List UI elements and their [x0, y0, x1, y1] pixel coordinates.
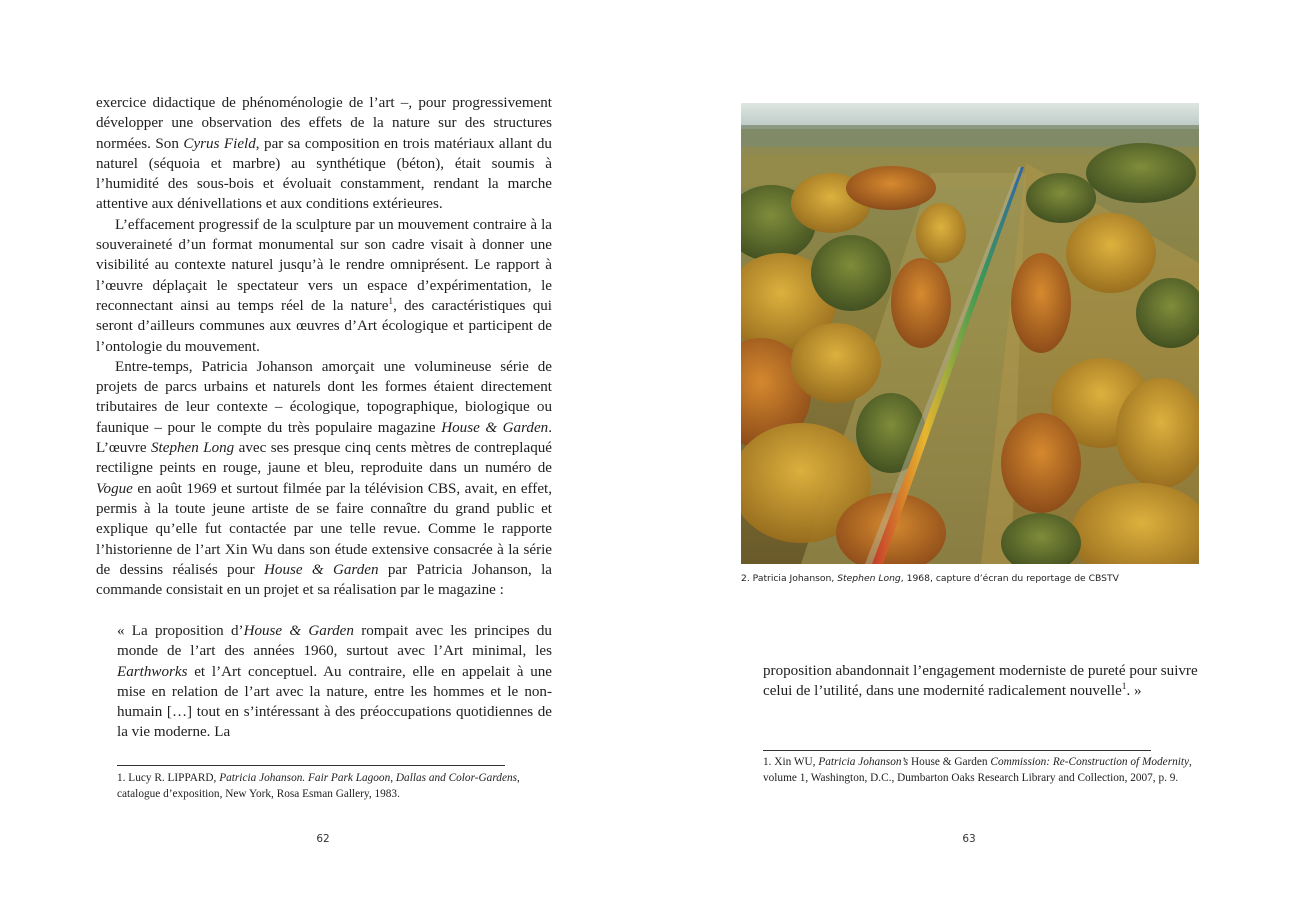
magazine-title: House & Garden — [243, 623, 354, 639]
page-number: 63 — [962, 833, 976, 845]
right-page — [646, 0, 1292, 904]
figure-caption: 2. Patricia Johanson, Stephen Long, 1968, capture d’écran du reportage de CBSTV — [741, 573, 1119, 584]
body-text — [96, 93, 552, 600]
book-title: Commission: Re-Construction of Modernity — [990, 756, 1190, 768]
page-number: 62 — [316, 833, 330, 845]
work-title: Stephen Long — [151, 440, 235, 457]
paragraph-2: L’effacement progressif de la sculpture par un mouvement contraire à la souveraineté d’un format monumental sur son cadre visait à donner une visibilité au contexte naturel jusqu’à le rendre omniprésent. Le rapport à l’œuvre déplaçait le spectateur vers un espace d’expérimentation, le reconnectant ainsi au temps réel de la nature$^1$, des caractéristiques qui seront d’ailleurs communes aux œuvres d’Art écologique et participent de l’ontologie du mouvement. — [96, 216, 552, 355]
paragraph-1: exercice didactique de phénoménologie de l’art –, pour progressivement développer une observation des effets de la nature sur des structures normées. Son Cyrus Field, par sa composition en trois matériaux allant du naturel (séquoia et marbre) au synthétique (béton), était soumis à l’humidité des sous-bois et évoluait constamment, rendant la marche attentive aux dénivellations et aux conditions extérieures. — [96, 95, 552, 213]
work-title: Cyrus Field — [183, 135, 256, 152]
block-quote-continued: proposition abandonnait l’engagement moderniste de pureté pour suivre celui de l’utilité, dans une modernité radicalement nouvelle$^1$. » — [763, 663, 1198, 700]
footnote: 1. Lucy R. LIPPARD, Patricia Johanson. Fair Park Lagoon, Dallas and Color-Gardens, catalogue d’exposition, New York, Rosa Esman Gallery, 1983. — [117, 772, 520, 800]
block-quote: « La proposition d’House & Garden rompait avec les principes du monde de l’art des années 1960, surtout avec l’Art minimal, les Earthworks et l’Art conceptuel. Au contraire, elle en appelait à une mise en relation de l’art avec la nature, entre les hommes et le non-humain […] tout en s’intéressant à des préoccupations quotidiennes de la vie moderne. La — [117, 623, 552, 741]
magazine-title: House & Garden — [441, 419, 549, 436]
artwork-photo — [741, 103, 1199, 564]
magazine-title: House & Garden — [264, 561, 379, 578]
magazine-title: Vogue — [96, 480, 133, 497]
footnote-ref[interactable]: 1 — [388, 296, 394, 307]
movement-name: Earthworks — [117, 663, 188, 680]
book-title: Patricia Johanson’s — [818, 756, 909, 768]
paragraph-3: Entre-temps, Patricia Johanson amorçait une volumineuse série de projets de parcs urbains et naturels dont les formes étaient directement tributaires de leur contexte – écologique, topographique, biologique ou faunique – pour le compte du très populaire magazine House & Garden. L’œuvre Stephen Long avec ses presque cinq cents mètres de contreplaqué rectiligne peints en rouge, jaune et bleu, reproduite dans un numéro de Vogue en août 1969 et surtout filmée par la télévision CBS, avait, en effet, permis à la toute jeune artiste de se faire connaître du grand public et explique qu’elle fut contactée par une telle revue. Comme le rapporte l’historienne de l’art Xin Wu dans son étude extensive consacrée à la série de dessins réalisés pour House & Garden par Patricia Johanson, la commande consistait en un projet et sa réalisation par le magazine : — [96, 358, 552, 599]
footnote: 1. Xin WU, Patricia Johanson’s House & Garden Commission: Re-Construction of Modernity, volume 1, Washington, D.C., Dumbarton Oaks Research Library and Collection, 2007, p. 9. — [763, 756, 1192, 784]
book-title: Patricia Johanson. Fair Park Lagoon, Dallas and Color-Gardens — [219, 772, 517, 784]
footnote-divider — [763, 750, 1151, 751]
footnote-ref[interactable]: 1 — [1121, 682, 1127, 693]
work-title: Stephen Long — [837, 573, 901, 584]
footnote-divider — [117, 765, 505, 766]
